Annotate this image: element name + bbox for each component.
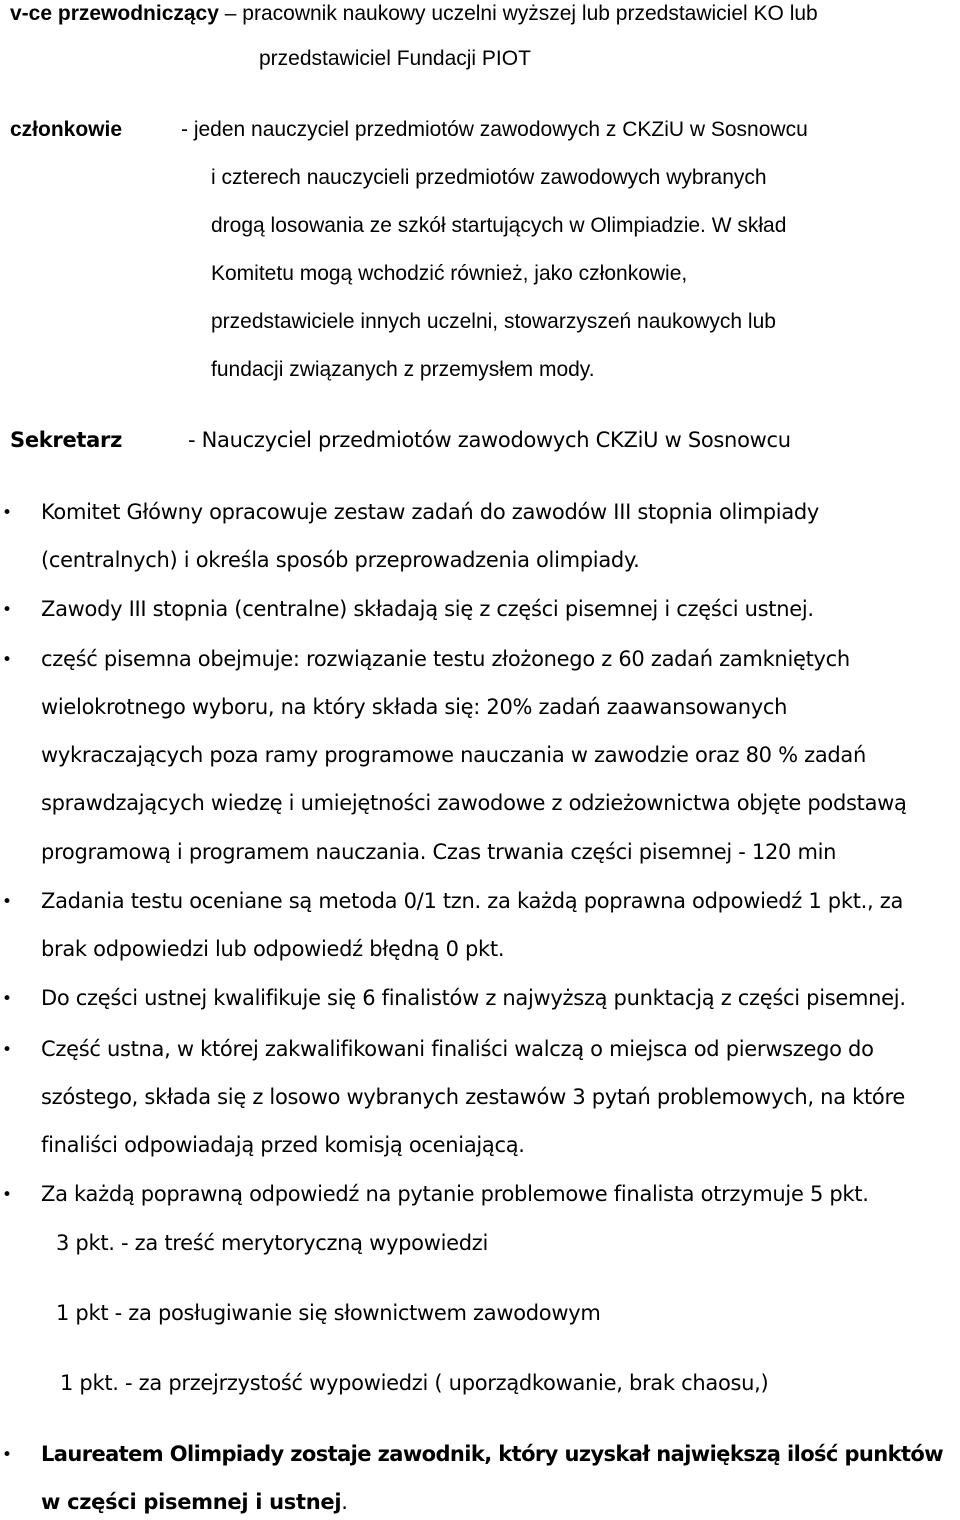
bullet-text: Zawody III stopnia (centralne) składają się z części pisemnej i części ustnej. (41, 597, 814, 621)
members-label: członkowie (10, 118, 123, 141)
vice-chair-line (10, 2, 818, 26)
bullet-text: programową i programem nauczania. Czas trwania części pisemnej - 120 min (41, 840, 837, 864)
vice-chair-text-line2: przedstawiciel Fundacji PIOT (259, 47, 531, 70)
laureate-line2-end: . (341, 1490, 348, 1514)
members-line: fundacji związanych z przemysłem mody. (211, 358, 595, 381)
bullet-marker: • (2, 600, 13, 620)
laureate-line2 (41, 1490, 348, 1514)
bullet-text: Do części ustnej kwalifikuje się 6 finalistów z najwyższą punktacją z części pisemnej. (41, 986, 906, 1010)
bullet-marker: • (2, 1445, 13, 1465)
bullet-text: część pisemna obejmuje: rozwiązanie testu złożonego z 60 zadań zamkniętych (41, 647, 850, 671)
bullet-text: szóstego, składa się z losowo wybranych zestawów 3 pytań problemowych, na które (41, 1085, 905, 1109)
bullet-text: wielokrotnego wyboru, na który składa się: 20% zadań zaawansowanych (41, 695, 788, 719)
bullet-text: (centralnych) i określa sposób przeprowadzenia olimpiady. (41, 548, 640, 572)
vice-chair-text-line1: pracownik naukowy uczelni wyższej lub przedstawiciel KO lub (242, 2, 818, 25)
bullet-text: sprawdzających wiedzę i umiejętności zawodowe z odzieżownictwa objęte podstawą (41, 791, 907, 815)
laureate-line1: Laureatem Olimpiady zostaje zawodnik, który uzyskał największą ilość punktów (41, 1442, 944, 1466)
laureate-line2-bold: w części pisemnej i ustnej (41, 1490, 342, 1514)
members-line: przedstawiciele innych uczelni, stowarzyszeń naukowych lub (211, 310, 776, 333)
bullet-text: brak odpowiedzi lub odpowiedź błędną 0 pkt. (41, 937, 505, 961)
scoring-line: 3 pkt. - za treść merytoryczną wypowiedzi (56, 1231, 489, 1255)
bullet-text: wykraczających poza ramy programowe nauczania w zawodzie oraz 80 % zadań (41, 743, 867, 767)
bullet-text: Zadania testu oceniane są metoda 0/1 tzn. za każdą poprawna odpowiedź 1 pkt., za (41, 889, 904, 913)
members-line: - jeden nauczyciel przedmiotów zawodowych z CKZiU w Sosnowcu (181, 118, 808, 141)
bullet-text: Za każdą poprawną odpowiedź na pytanie problemowe finalista otrzymuje 5 pkt. (41, 1182, 869, 1206)
bullet-marker: • (2, 892, 13, 912)
bullet-text: Część ustna, w której zakwalifikowani finaliści walczą o miejsca od pierwszego do (41, 1037, 874, 1061)
bullet-marker: • (2, 989, 13, 1009)
vice-chair-label: v-ce przewodniczący (10, 2, 219, 25)
bullet-marker: • (2, 1040, 13, 1060)
vice-chair-dash: – (224, 2, 237, 25)
bullet-text: finaliści odpowiadają przed komisją oceniającą. (41, 1133, 525, 1157)
bullet-marker: • (2, 503, 13, 523)
secretary-text: - Nauczyciel przedmiotów zawodowych CKZiU w Sosnowcu (188, 428, 791, 452)
bullet-text: Komitet Główny opracowuje zestaw zadań do zawodów III stopnia olimpiady (41, 500, 820, 524)
members-line: Komitetu mogą wchodzić również, jako członkowie, (211, 262, 688, 285)
scoring-line: 1 pkt - za posługiwanie się słownictwem zawodowym (56, 1301, 601, 1325)
members-line: drogą losowania ze szkół startujących w Olimpiadzie. W skład (211, 214, 787, 237)
bullet-marker: • (2, 1185, 13, 1205)
secretary-label: Sekretarz (10, 428, 123, 452)
members-line: i czterech nauczycieli przedmiotów zawodowych wybranych (211, 166, 767, 189)
bullet-marker: • (2, 650, 13, 670)
scoring-line: 1 pkt. - za przejrzystość wypowiedzi ( uporządkowanie, brak chaosu,) (60, 1371, 769, 1395)
